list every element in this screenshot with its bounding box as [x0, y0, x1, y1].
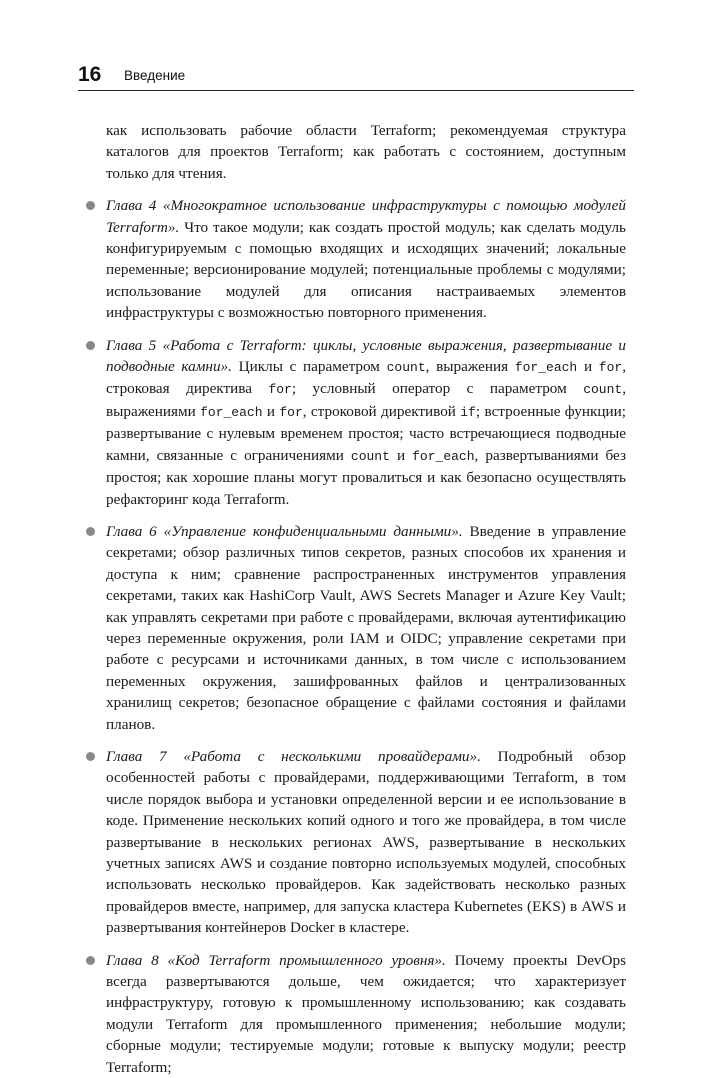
- chapter-title: Глава 8 «Код Terraform промышленного уровня».: [106, 951, 446, 969]
- chapter-description: Циклы с параметром: [231, 358, 387, 376]
- chapter-item: [86, 746, 626, 939]
- chapter-description: Почему проекты DevOps всегда развертываются дольше, чем ожидается; что характеризует инфраструктуру, готовую к промышленному использованию; как создавать модули Terraform для промышленного применения; небольшие модули; сборные модули; тестируемые модули; готовые к выпуску модули; реестр Terraform;: [106, 951, 626, 1076]
- continued-paragraph: как использовать рабочие области Terraform; рекомендуемая структура каталогов для проектов Terraform; как работать с состоянием, доступным только для чтения.: [106, 122, 626, 182]
- code-keyword: count: [350, 448, 390, 464]
- code-keyword: if: [460, 404, 476, 420]
- chapter-title: Глава 4 «Многократное использование инфраструктуры с помощью модулей Terraform».: [106, 197, 626, 236]
- chapter-item: [86, 521, 626, 735]
- chapter-description: Подробный обзор особенностей работы с провайдерами, поддерживающими Terraform, в том числе порядок выбора и установки определенной версии и ее использование в коде. Применение нескольких копий одного и того же провайдера, в том числе развертывание в нескольких регионах AWS, развертывание в нескольких учетных записях AWS и создание повторно используемых модулей, способных использовать несколько провайдеров. Как задействовать несколько разных провайдеров вместе, например, для запуска кластера Kubernetes (EKS) в AWS и развертывания контейнеров Docker в кластере.: [106, 747, 626, 937]
- chapter-description: , строковая директива: [106, 358, 626, 398]
- chapter-description: ; условный оператор с параметром: [291, 380, 584, 398]
- page-body: [86, 120, 626, 1078]
- code-keyword: count: [386, 360, 426, 376]
- chapter-item: [86, 950, 626, 1078]
- chapter-description: и: [389, 446, 413, 464]
- chapter-description: и: [262, 402, 280, 420]
- bullet-icon: [86, 201, 95, 210]
- chapter-title: Глава 5 «Работа с Terraform: циклы, условные выражения, развертывание и подводные камни».: [106, 336, 626, 376]
- section-title: Введение: [124, 68, 186, 83]
- chapter-description: , выражениями: [106, 380, 627, 420]
- page-number: 16: [78, 63, 102, 86]
- chapter-description: Введение в управление секретами; обзор различных типов секретов, разных способов их хранения и доступа к ним; сравнение распространенных инструментов управления секретами, таких как HashiCorp Vault, AWS Secrets Manager и Azure Key Vault; как управлять секретами при работе с провайдерами, включая аутентификацию через переменные окружения, роли IAM и OIDC; управление секретами при работе с ресурсами и источниками данных, в том числе с использованием переменных окружения, зашифрованных файлов и централизованных хранилищ секретов; безопасное обращение с файлами состояния и файлами планов.: [106, 522, 627, 733]
- chapter-description: , выражения: [425, 358, 515, 376]
- code-keyword: for_each: [514, 360, 578, 376]
- chapter-description: ; встроенные функции; развертывание с нулевым временем простоя; часто встречающиеся подводные камни, связанные с ограничениями: [106, 402, 626, 464]
- chapter-description: Что такое модули; как создать простой модуль; как сделать модуль конфигурируемым с помощью входящих и исходящих значений; локальные переменные; версионирование модулей; потенциальные проблемы с модулями; использование модулей для описания настраиваемых элементов инфраструктуры с возможностью повторного применения.: [106, 218, 626, 322]
- chapter-title: Глава 7 «Работа с несколькими провайдерами».: [106, 747, 481, 765]
- chapter-description: , развертываниями без простоя; как хорошие планы могут провалиться и как безопасно осуществлять рефакторинг кода Terraform.: [106, 446, 626, 508]
- running-header: [78, 62, 634, 91]
- chapter-item: [86, 335, 626, 510]
- chapter-description: и: [577, 358, 599, 376]
- bullet-icon: [86, 956, 95, 965]
- code-keyword: count: [583, 382, 623, 398]
- chapter-title: Глава 6 «Управление конфиденциальными данными».: [106, 522, 463, 540]
- chapter-item: [86, 195, 626, 323]
- bullet-icon: [86, 752, 95, 761]
- bullet-icon: [86, 341, 95, 350]
- code-keyword: for_each: [412, 448, 475, 464]
- chapter-description: , строковой директивой: [302, 402, 461, 420]
- bullet-icon: [86, 527, 95, 536]
- chapter-list: [86, 195, 626, 1078]
- code-keyword: for: [598, 360, 623, 376]
- code-keyword: for: [268, 382, 292, 398]
- code-keyword: for: [279, 404, 303, 420]
- code-keyword: for_each: [200, 404, 263, 420]
